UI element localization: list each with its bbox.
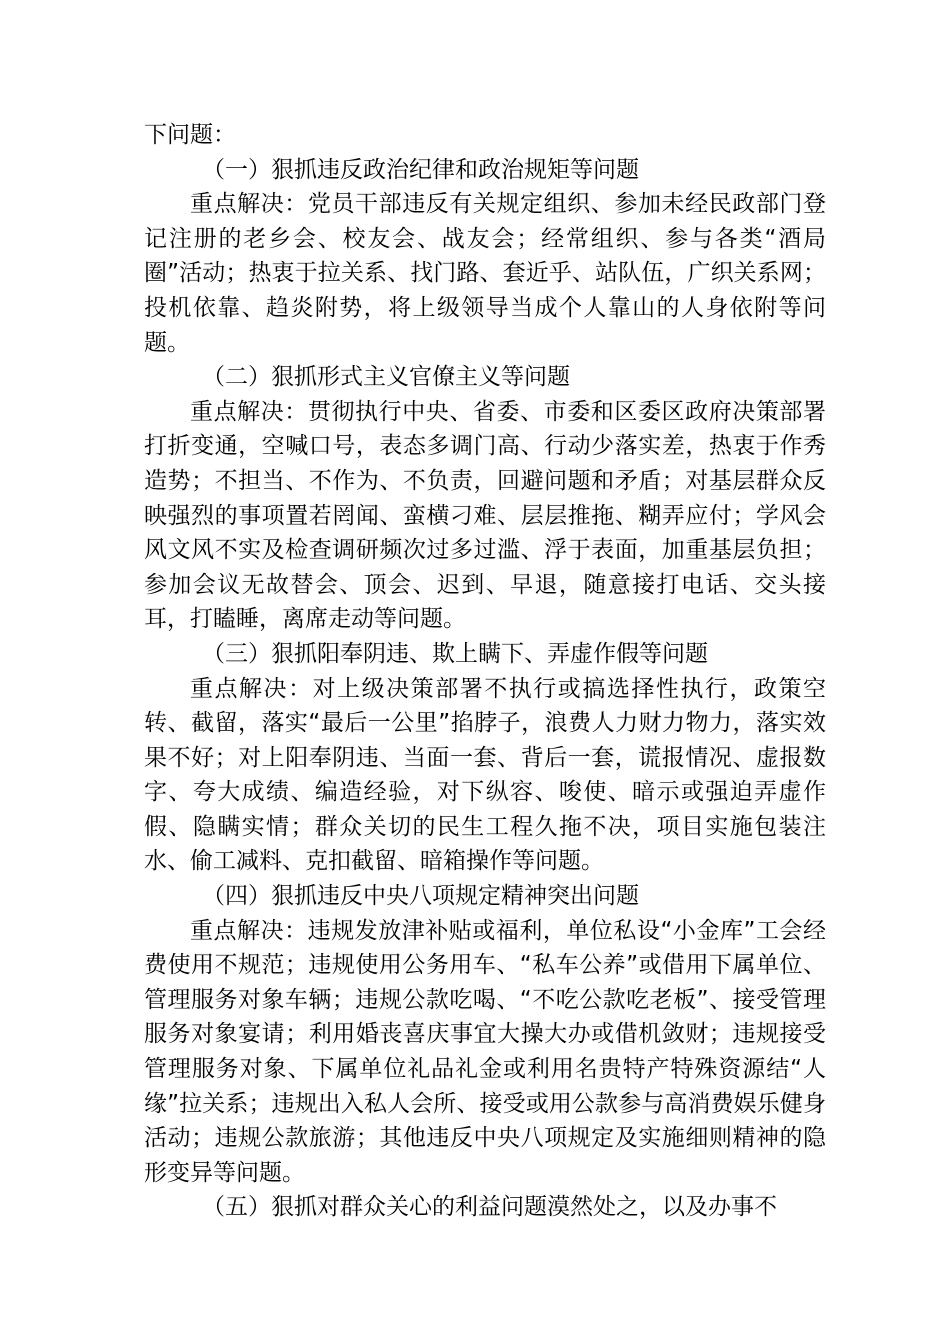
section-heading-4: （四）狠抓违反中央八项规定精神突出问题 bbox=[202, 883, 639, 910]
section-body-4: 重点解决：违规发放津补贴或福利，单位私设“小金库”工会经费使用不规范；违规使用公务用车、“私车公养”或借用下属单位、管理服务对象车辆；违规公款吃喝、“不吃公款吃老板”、接受管理服务对象宴请；利用婚丧喜庆事宜大操大办或借机敛财；违规接受管理服务对象、下属单位礼品礼金或利用名贵特产特殊资源结“人缘”拉关系；违规出入私人会所、接受或用公款参与高消费娱乐健身活动；违规公款旅游；其他违反中央八项规定及实施细则精神的隐形变异等问题。 bbox=[144, 917, 826, 1186]
section-heading-5: （五）狠抓对群众关心的利益问题漠然处之，以及办事不 bbox=[202, 1194, 777, 1221]
intro-line: 下问题： bbox=[144, 122, 236, 148]
section-heading-3: （三）狠抓阳奉阴违、欺上瞒下、弄虚作假等问题 bbox=[202, 640, 708, 667]
section-body-1: 重点解决：党员干部违反有关规定组织、参加未经民政部门登记注册的老乡会、校友会、战友会；经常组织、参与各类“酒局圈”活动；热衷于拉关系、找门路、套近乎、站队伍，广织关系网；投机依靠、趋炎附势，将上级领导当成个人靠山的人身依附等问题。 bbox=[144, 191, 826, 356]
section-body-3: 重点解决：对上级决策部署不执行或搞选择性执行，政策空转、截留，落实“最后一公里”掐脖子，浪费人力财力物力，落实效果不好；对上阳奉阴违、当面一套、背后一套，谎报情况、虚报数字、夸大成绩、编造经验，对下纵容、唆使、暗示或强迫弄虚作假、隐瞒实情；群众关切的民生工程久拖不决，项目实施包装注水、偷工减料、克扣截留、暗箱操作等问题。 bbox=[144, 675, 826, 875]
section-body-2: 重点解决：贯彻执行中央、省委、市委和区委区政府决策部署打折变通，空喊口号，表态多调门高、行动少落实差，热衷于作秀造势；不担当、不作为、不负责，回避问题和矛盾；对基层群众反映强烈的事项置若罔闻、蛮横刁难、层层推拖、糊弄应付；学风会风文风不实及检查调研频次过多过滥、浮于表面，加重基层负担；参加会议无故替会、顶会、迟到、早退，随意接打电话、交头接耳，打瞌睡，离席走动等问题。 bbox=[144, 398, 826, 633]
section-heading-1: （一）狠抓违反政治纪律和政治规矩等问题 bbox=[202, 156, 639, 183]
section-heading-2: （二）狠抓形式主义官僚主义等问题 bbox=[202, 364, 570, 391]
document-page bbox=[144, 118, 826, 1225]
